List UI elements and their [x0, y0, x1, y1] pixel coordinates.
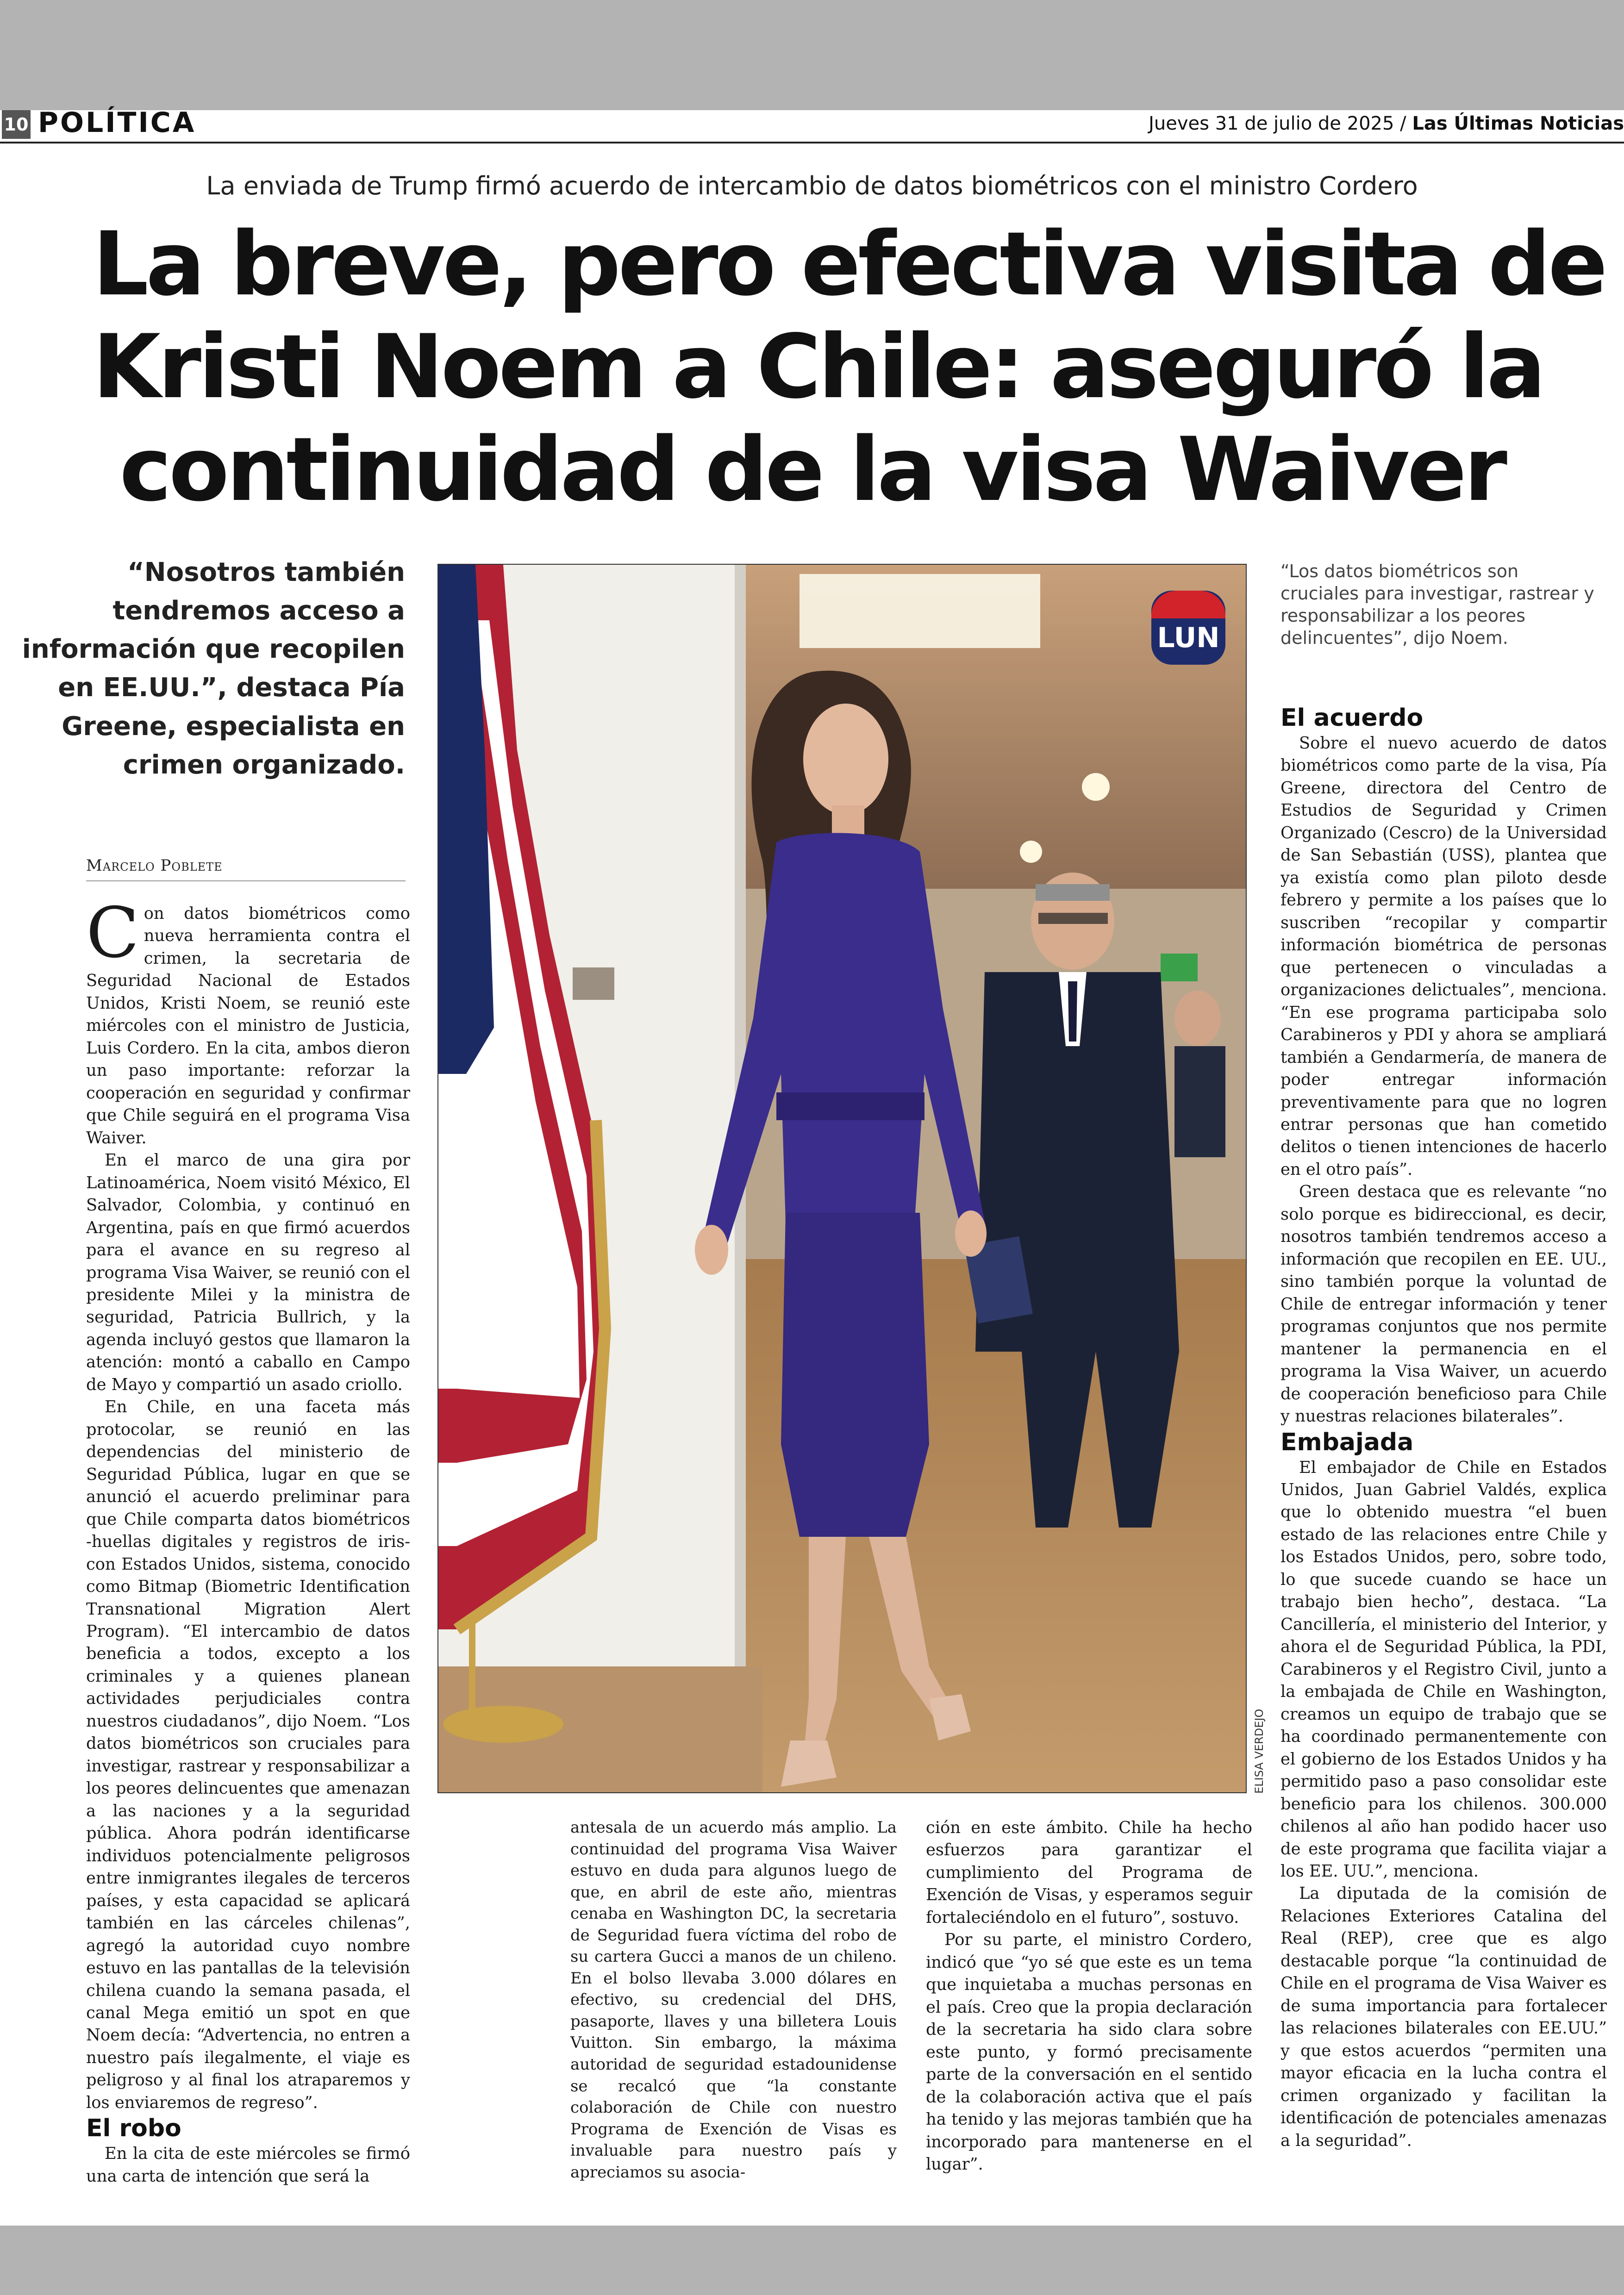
article-column-4: [1280, 704, 1607, 2152]
pull-quote: “Nosotros también tendremos acceso a información que recopilen en EE.UU.”, destaca Pía Greene, especialista en crimen organizado.: [22, 557, 405, 780]
drop-cap: C: [86, 893, 139, 973]
photo-credit: ELISA VERDEJO: [1253, 1709, 1266, 1794]
issue-date: Jueves 31 de julio de 2025: [1149, 113, 1394, 134]
publication-name: Las Últimas Noticias: [1412, 113, 1624, 134]
article-column-3: [926, 1817, 1252, 2176]
paragraph: En el marco de una gira por Latinoamérica, Noem visitó México, El Salvador, Colombia, y continuó en Argentina, país en que firmó acuerdos para el avance en su regreso al programa Visa Waiver, se reunió con el presidente Milei y la ministra de seguridad, Patricia Bullrich, y la agenda incluyó gestos que llamaron la atención: montó a caballo en Campo de Mayo y compartió un asado criollo.: [86, 1151, 410, 1394]
paragraph: Green destaca que es relevante “no solo porque es bidireccional, es decir, nosotros también tendremos acceso a información que recopilen en EE. UU., sino también porque la voluntad de Chile de entregar información y tener programas conjuntos que nos permite mantener la permanencia en el programa la Visa Waiver, un acuerdo de cooperación beneficioso para Chile y nuestras relaciones bilaterales”.: [1280, 1182, 1607, 1426]
header-separator: /: [1400, 113, 1406, 134]
paragraph: Por su parte, el ministro Cordero, indicó que “yo sé que este es un tema que inquietaba a muchas personas en el país. Creo que la propia declaración de la secretaria ha sido clara sobre este punto, y formó precisamente parte de la conversación en el sentido de la colaboración activa que el país ha tenido y las mejoras también que ha incorporado para mantenerse en el lugar”.: [926, 1930, 1252, 2174]
paragraph: El embajador de Chile en Estados Unidos, Juan Gabriel Valdés, explica que lo obtenido muestra “el buen estado de las relaciones entre Chile y los Estados Unidos, pero, sobre todo, lo que sucede cuando se hace un trabajo bien hecho”, destaca. “La Cancillería, el ministerio del Interior, y ahora el de Seguridad Pública, la PDI, Carabineros y el Registro Civil, junto a la embajada de Chile en Washington, creamos un equipo de trabajo que se ha coordinado permanentemente con el gobierno de los Estados Unidos y ha permitido paso a paso consolidar este beneficio para los chilenos. 300.000 chilenos al año han podido hacer uso de este programa que facilita viajar a los EE. UU.”, menciona.: [1280, 1458, 1607, 1881]
headline-line: continuidad de la visa Waiver: [119, 418, 1505, 521]
page-header: [0, 106, 1624, 156]
paragraph: En Chile, en una faceta más protocolar, se reunió en las dependencias del ministerio de Seguridad Pública, lugar en que se anunció el acuerdo preliminar para que Chile comparta datos biométricos -huellas digitales y registros de iris- con Estados Unidos, sistema, conocido como Bitmap (Biometric Identification Transnational Migration Alert Program). “El intercambio de datos beneficia a todos, excepto a los criminales y a quienes planean actividades perjudiciales contra nuestros ciudadanos”, dijo Noem. “Los datos biométricos son cruciales para investigar, rastrear y responsabilizar a los peores delincuentes que amenazan a las naciones y a la seguridad pública. Ahora podrán identificarse individuos potencialmente peligrosos entre inmigrantes ilegales de terceros países, y esta capacidad se aplicará también en las cárceles chilenas”, agregó la autoridad cuyo nombre estuvo en las pantallas de la televisión chilena cuando la semana pasada, el canal Mega emitió un spot en que Noem decía: “Advertencia, no entren a nuestro país ilegalmente, el viaje es peligroso y al final los atraparemos y los enviaremos de regreso”.: [86, 1397, 410, 2112]
paragraph: [86, 893, 410, 1149]
paragraph-text: on datos biométricos como nueva herramienta contra el crimen, la secretaria de Seguridad Nacional de Estados Unidos, Kristi Noem, se reunió este miércoles con el ministro de Justicia, Luis Cordero. En la cita, ambos dieron un paso importante: reforzar la cooperación en seguridad y confirmar que Chile seguirá en el programa Visa Waiver.: [86, 904, 410, 1148]
viewer-top-band: [0, 0, 1624, 110]
headline: [93, 213, 1605, 521]
article-column-1: [86, 893, 410, 2188]
side-quote: “Los datos biométricos son cruciales para investigar, rastrear y responsabilizar a los peores delincuentes”, dijo Noem.: [1280, 561, 1594, 648]
paragraph: En la cita de este miércoles se firmó una carta de intención que será la: [86, 2144, 410, 2186]
paragraph: antesala de un acuerdo más amplio. La continuidad del programa Visa Waiver estuvo en duda para algunos luego de que, en abril de este año, mientras cenaba en Washington DC, la secretaria de Seguridad fuera víctima del robo de su cartera Gucci a manos de un chileno. En el bolso llevaba 3.000 dólares en efectivo, su credencial del DHS, pasaporte, llaves y una billetera Louis Vuitton. Sin embargo, la máxima autoridad de seguridad estadounidense se recalcó que “la constante colaboración de Chile con nuestro Programa de Exención de Visas es invaluable para nuestro país y apreciamos su asocia-: [570, 1818, 897, 2181]
section-label: POLÍTICA: [38, 106, 196, 139]
viewer-bottom-band: [0, 2226, 1624, 2295]
subhead: El robo: [86, 2114, 181, 2143]
article-column-2: [570, 1817, 897, 2183]
article-photo: [437, 564, 1247, 1793]
byline: Marcelo Poblete: [86, 856, 406, 881]
header-rule: [0, 142, 1624, 143]
paragraph: La diputada de la comisión de Relaciones Exteriores Catalina del Real (REP), cree que es algo destacable porque “la continuidad de Chile en el programa de Visa Waiver es de suma importancia para fortalecer las relaciones bilaterales con EE.UU.” y que estos acuerdos “permiten una mayor eficacia en la lucha contra el crimen organizado y facilitan la identificación de potenciales amenazas a la seguridad”.: [1280, 1884, 1607, 2150]
subhead: Embajada: [1280, 1428, 1414, 1456]
lun-logo-text: LUN: [1157, 622, 1220, 654]
paragraph: Sobre el nuevo acuerdo de datos biométricos como parte de la visa, Pía Greene, directora del Centro de Estudios de Seguridad y Crimen Organizado (Cescro) de la Universidad de San Sebastián (USS), plantea que ya existía como plan piloto desde febrero y permite a los países que lo suscriben “recopilar y compartir información biométrica de personas que pertenecen o vinculadas a organizaciones delictuales”, menciona. “En ese programa participaba solo Carabineros y PDI y ahora se ampliará también a Gendarmería, de manera de poder entregar información preventivamente para que no logren entrar personas que han cometido delitos o tienen intenciones de hacerlo en el otro país”.: [1280, 734, 1607, 1179]
header-dateline: [1149, 113, 1624, 134]
headline-line: Kristi Noem a Chile: aseguró la: [93, 316, 1543, 418]
page-number: 10: [2, 110, 31, 139]
headline-line: La breve, pero efectiva visita de: [93, 213, 1605, 315]
paragraph: ción en este ámbito. Chile ha hecho esfuerzos para garantizar el cumplimiento del Programa de Exención de Visas, y esperamos seguir fortaleciéndolo en el futuro”, sostuvo.: [926, 1818, 1252, 1927]
kicker: La enviada de Trump firmó acuerdo de intercambio de datos biométricos con el ministro Cordero: [206, 171, 1418, 200]
subhead: El acuerdo: [1280, 704, 1424, 732]
